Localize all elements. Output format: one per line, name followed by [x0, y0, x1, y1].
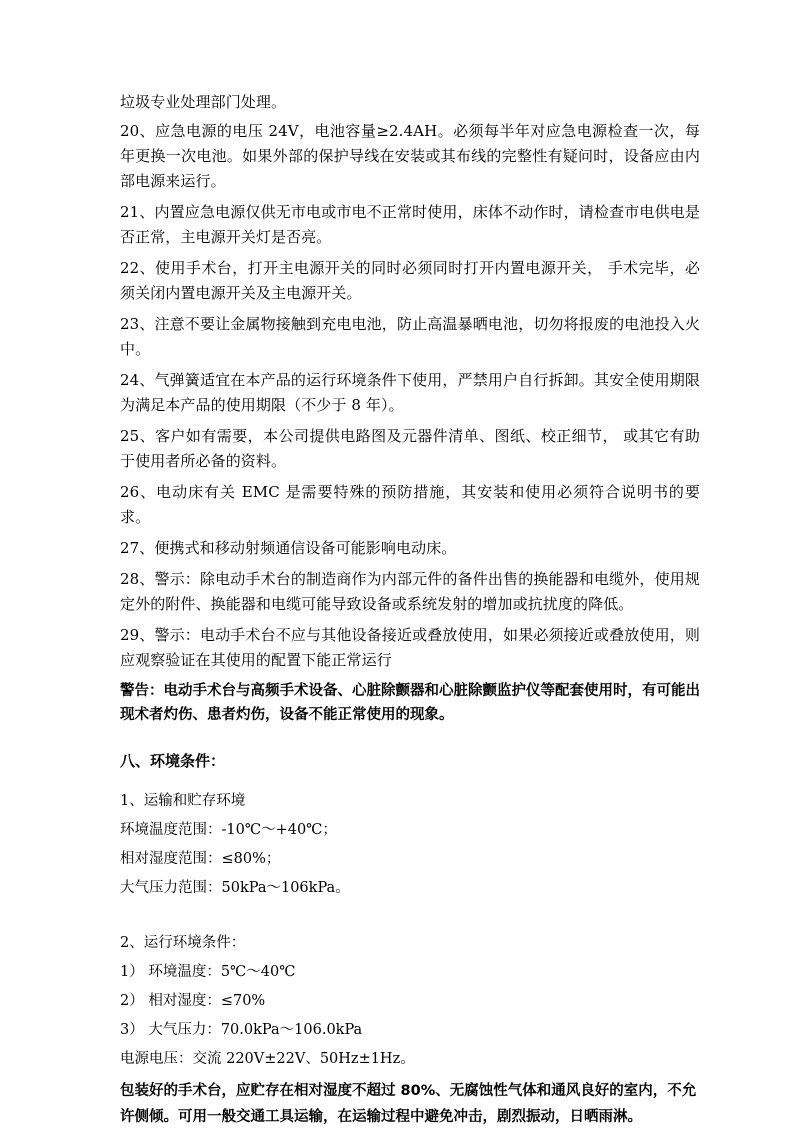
operation-pressure: 3） 大气压力：70.0kPa～106.0kPa [120, 1022, 363, 1038]
transport-humidity: 相对湿度范围：≤80%； [120, 851, 281, 867]
list-item-29: 29、警示：电动手术台不应与其他设备接近或叠放使用，如果必须接近或叠放使用，则应观察验证在其使用的配置下能正常运行 [120, 626, 700, 669]
operation-title: 2、运行环境条件： [120, 935, 246, 951]
operation-power-supply: 电源电压：交流 220V±22V、50Hz±1Hz。 [120, 1051, 415, 1067]
transport-title: 1、运输和贮存环境 [120, 793, 246, 809]
list-item-27: 27、便携式和移动射频通信设备可能影响电动床。 [120, 539, 457, 557]
transport-pressure: 大气压力范围：50kPa～106kPa。 [120, 880, 350, 896]
list-item-22: 22、使用手术台，打开主电源开关的同时必须同时打开内置电源开关， 手术完毕，必须关闭内置电源开关及主电源开关。 [120, 259, 700, 302]
list-item-25: 25、客户如有需要，本公司提供电路图及元器件清单、图纸、校正细节， 或其它有助于使用者所必备的资料。 [120, 427, 700, 470]
operation-humidity: 2） 相对湿度：≤70% [120, 993, 266, 1009]
section-heading: 八、环境条件： [120, 752, 226, 770]
transport-temperature: 环境温度范围：-10℃～+40℃； [120, 822, 337, 838]
list-item-20: 20、应急电源的电压 24V，电池容量≥2.4AH。必须每半年对应急电源检查一次，每年更换一次电池。如果外部的保护导线在安装或其布线的完整性有疑问时，设备应由内部电源来运行。 [120, 122, 700, 190]
transport-storage-block [120, 791, 700, 898]
operating-conditions-block [120, 933, 700, 1069]
warning-paragraph: 警告：电动手术台与高频手术设备、心脏除颤器和心脏除颤监护仪等配套使用时，有可能出现术者灼伤、患者灼伤，设备不能正常使用的现象。 [120, 683, 700, 723]
operation-temperature: 1） 环境温度：5℃～40℃ [120, 964, 296, 980]
list-item-21: 21、内置应急电源仅供无市电或市电不正常时使用，床体不动作时，请检查市电供电是否正常，主电源开关灯是否亮。 [120, 203, 700, 246]
continuation-text: 垃圾专业处理部门处理。 [120, 93, 287, 111]
list-item-26: 26、电动床有关 EMC 是需要特殊的预防措施，其安装和使用必须符合说明书的要求。 [120, 483, 700, 526]
page-content [120, 90, 700, 1130]
list-item-23: 23、注意不要让金属物接触到充电电池，防止高温暴晒电池，切勿将报废的电池投入火中。 [120, 315, 700, 358]
packaging-note: 包装好的手术台，应贮存在相对湿度不超过 80%、无腐蚀性气体和通风良好的室内，不允许侧倾。可用一般交通工具运输，在运输过程中避免冲击，剧烈振动，日晒雨淋。 [120, 1083, 697, 1125]
list-item-28: 28、警示：除电动手术台的制造商作为内部元件的备件出售的换能器和电缆外，使用规定外的附件、换能器和电缆可能导致设备或系统发射的增加或抗扰度的降低。 [120, 570, 700, 613]
list-item-24: 24、气弹簧适宜在本产品的运行环境条件下使用，严禁用户自行拆卸。其安全使用期限为满足本产品的使用期限（不少于 8 年）。 [120, 371, 700, 414]
spacer [120, 907, 700, 933]
